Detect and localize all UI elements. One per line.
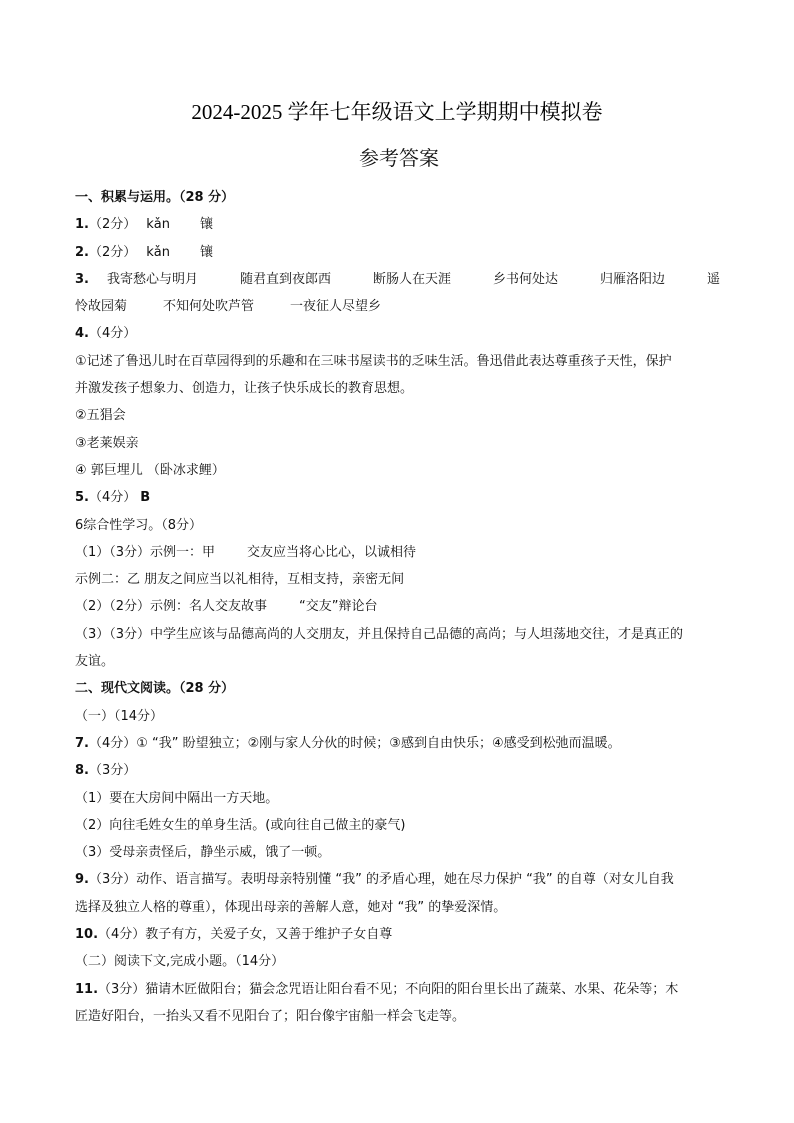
- q6-part1-text: 交友应当将心比心，以诚相待: [247, 544, 417, 560]
- question-number: 4.: [75, 326, 89, 342]
- answer-q3-line2: [75, 293, 720, 320]
- q4-answer-1-line1: ①记述了鲁迅儿时在百草园得到的乐趣和在三味书屋读书的乏味生活。鲁迅借此表达尊重孩子天性，保护: [75, 353, 672, 369]
- q11-text-line1: （3分）猫请木匠做阳台；猫会念咒语让阳台看不见；不向阳的阳台里长出了蔬菜、水果、花朵等；木: [98, 981, 679, 997]
- answer-body: [75, 184, 720, 1030]
- q4-answer-4: ④ 郭巨埋儿 （卧冰求鲤）: [75, 462, 225, 478]
- question-number: 8.: [75, 763, 89, 779]
- question-score: （2分）: [88, 244, 137, 260]
- question-score: （3分）: [88, 763, 137, 779]
- q3-answer-4: 乡书何处达: [492, 271, 558, 287]
- q8-answer-3: （3）受母亲责怪后，静坐示威，饿了一顿。: [75, 845, 331, 861]
- answer-q4: [75, 320, 720, 347]
- question-number: 3.: [75, 271, 89, 287]
- q3-answer-5: 归雁洛阳边: [599, 271, 665, 287]
- answer-q8: [75, 757, 720, 784]
- part-heading-1: （一）（14分）: [75, 708, 164, 724]
- q7-text: （4分）① “我” 盼望独立；②刚与家人分伙的时候；③感到自由快乐；④感受到松弛而温暖。: [88, 735, 621, 751]
- q3-answer-6: 遥: [706, 271, 720, 287]
- q6-part1-example2: 示例二：乙 朋友之间应当以礼相待，互相支持，亲密无间: [75, 572, 405, 588]
- char-answer: 镶: [200, 244, 214, 260]
- question-number: 11.: [75, 981, 99, 997]
- question-score: （2分）: [88, 217, 137, 233]
- answer-q1: [75, 211, 720, 238]
- question-number: 5.: [75, 490, 89, 506]
- answer-q9-line1: [75, 866, 720, 893]
- page-title: 2024-2025 学年七年级语文上学期期中模拟卷: [191, 100, 603, 124]
- answer-q10: [75, 921, 720, 948]
- question-number: 1.: [75, 217, 89, 233]
- q6-part3-line1: （3）（3分）中学生应该与品德高尚的人交朋友，并且保持自己品德的高尚；与人坦荡地交往，才是真正的: [75, 626, 684, 642]
- answer-q3-line1: [75, 266, 720, 293]
- q3-answer-8: 不知何处吹芦管: [163, 299, 255, 315]
- answer-q7: [75, 730, 720, 757]
- pinyin-answer: kǎn: [146, 244, 170, 260]
- q6-part2-text: “交友”辩论台: [299, 599, 378, 615]
- q4-answer-2: ②五猖会: [75, 408, 126, 424]
- q6-heading: 6综合性学习。（8分）: [75, 517, 203, 533]
- q6-part2-prefix: （2）（2分）示例：名人交友故事: [75, 599, 268, 615]
- q9-text-line1: （3分）动作、语言描写。表明母亲特别懂 “我” 的矛盾心理，她在尽力保护 “我” 的自尊（对女儿自我: [88, 872, 674, 888]
- answer-q11-line2: 匠造好阳台，一抬头又看不见阳台了；阳台像宇宙船一样会飞走等。: [75, 1008, 466, 1024]
- question-score: （4分）: [88, 326, 137, 342]
- answer-q9-line2: 选择及独立人格的尊重），体现出母亲的善解人意，她对 “我” 的挚爱深情。: [75, 899, 507, 915]
- section-heading-2: 二、现代文阅读。（28 分）: [75, 681, 235, 697]
- q6-part1: [75, 539, 720, 566]
- answer-q11-line1: [75, 976, 720, 1003]
- section-heading-1: 一、积累与运用。（28 分）: [75, 190, 235, 205]
- q3-answer-7: 怜故园菊: [75, 299, 128, 315]
- part-heading-2: （二）阅读下文,完成小题。（14分）: [75, 954, 285, 970]
- q8-answer-2: （2）向往毛姓女生的单身生活。(或向往自己做主的豪气): [75, 817, 406, 833]
- q3-answer-3: 断肠人在天涯: [372, 271, 451, 287]
- question-number: 10.: [75, 927, 99, 943]
- q3-answer-9: 一夜征人尽望乡: [290, 299, 382, 315]
- q4-answer-1-line2: 并激发孩子想象力、创造力，让孩子快乐成长的教育思想。: [75, 381, 414, 397]
- answer-q2: [75, 239, 720, 266]
- q10-text: （4分）教子有方，关爱子女，又善于维护子女自尊: [98, 927, 393, 943]
- char-answer: 镶: [200, 217, 214, 233]
- question-number: 9.: [75, 872, 89, 888]
- answer-q5: [75, 484, 720, 511]
- question-number: 2.: [75, 244, 89, 260]
- q8-answer-1: （1）要在大房间中隔出一方天地。: [75, 790, 279, 806]
- q3-answer-1: 我寄愁心与明月: [106, 271, 198, 287]
- q3-answer-2: 随君直到夜郎西: [239, 271, 331, 287]
- q6-part1-prefix: （1）（3分）示例一：甲: [75, 544, 216, 560]
- q6-part3-line2: 友谊。: [75, 654, 115, 670]
- question-score: （4分）: [88, 490, 137, 506]
- choice-answer: B: [140, 490, 151, 506]
- question-number: 7.: [75, 735, 89, 751]
- q4-answer-3: ③老莱娱亲: [75, 435, 139, 451]
- q6-part2: [75, 593, 720, 620]
- pinyin-answer: kǎn: [146, 217, 170, 233]
- page-subtitle: 参考答案: [359, 146, 439, 170]
